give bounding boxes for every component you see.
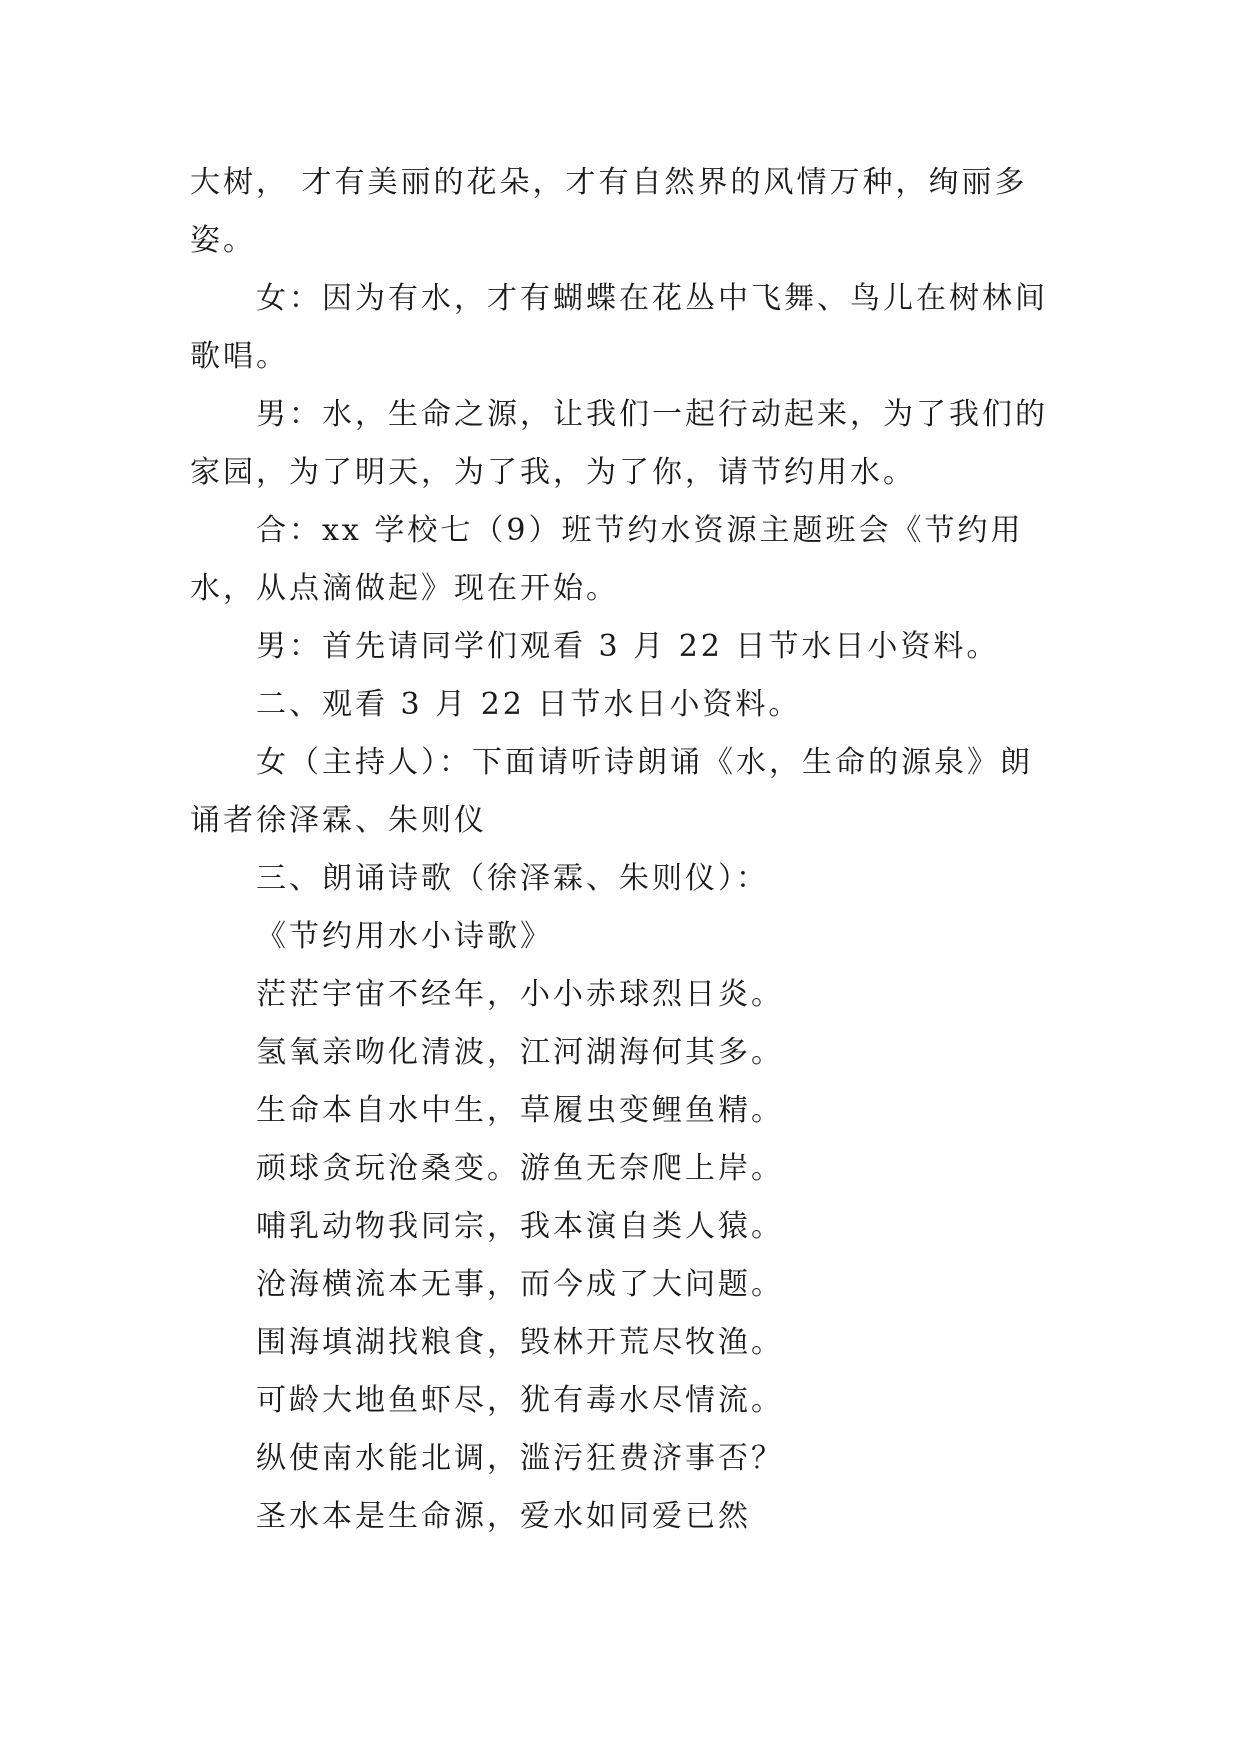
poem-line: 围海填湖找粮食，毁林开荒尽牧渔。: [256, 1325, 784, 1360]
paragraph-female-host-1: 女：因为有水，才有蝴蝶在花丛中飞舞、鸟儿在树林间歌唱。: [190, 281, 1048, 374]
paragraph-male-host-2: 男：首先请同学们观看 3 月 22 日节水日小资料。: [256, 629, 1000, 664]
document-body: [190, 154, 1060, 1546]
poem-line: 茫茫宇宙不经年，小小赤球烈日炎。: [256, 977, 784, 1012]
poem-line: 沧海横流本无事，而今成了大问题。: [256, 1267, 784, 1302]
section-heading-two: 二、观看 3 月 22 日节水日小资料。: [256, 687, 802, 722]
poem-title: 《节约用水小诗歌》: [256, 919, 553, 954]
poem-line: 生命本自水中生，草履虫变鲤鱼精。: [256, 1093, 784, 1128]
paragraph-together: 合：xx 学校七（9）班节约水资源主题班会《节约用水，从点滴做起》现在开始。: [190, 513, 1024, 606]
paragraph-female-host-2: 女（主持人）：下面请听诗朗诵《水，生命的源泉》朗诵者徐泽霖、朱则仪: [190, 745, 1033, 838]
poem-line: 氢氧亲吻化清波，江河湖海何其多。: [256, 1035, 784, 1070]
paragraph-continued-intro: 大树， 才有美丽的花朵，才有自然界的风情万种，绚丽多姿。: [190, 165, 1028, 258]
paragraph-male-host-1: 男：水，生命之源，让我们一起行动起来，为了我们的家园，为了明天，为了我，为了你，请节约用水。: [190, 397, 1048, 490]
poem-line: 圣水本是生命源，爱水如同爱已然: [256, 1499, 751, 1534]
poem-line: 哺乳动物我同宗，我本演自类人猿。: [256, 1209, 784, 1244]
section-heading-three: 三、朗诵诗歌（徐泽霖、朱则仪）：: [256, 861, 769, 896]
poem-line: 可龄大地鱼虾尽，犹有毒水尽情流。: [256, 1383, 784, 1418]
poem-line: 顽球贪玩沧桑变。游鱼无奈爬上岸。: [256, 1151, 784, 1186]
poem-line: 纵使南水能北调，滥污狂费济事否？: [256, 1441, 784, 1476]
